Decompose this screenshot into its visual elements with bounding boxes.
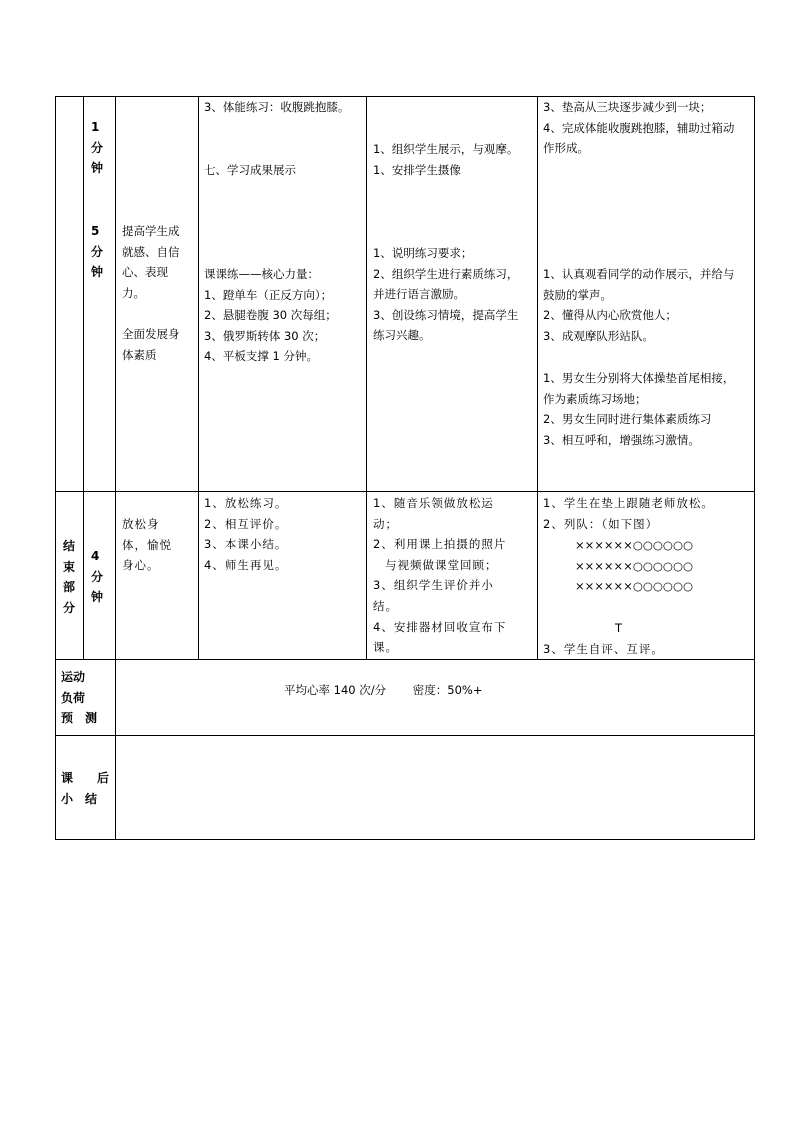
main-student-top: 3、垫高从三块逐步减少到一块； 4、完成体能收腹跳抱膝，辅助过箱动 作形成。 <box>543 100 735 156</box>
main-time-1: 1 分 钟 <box>91 120 104 176</box>
main-goals: 提高学生成 就感、自信 心、表现 力。 全面发展身 体素质 <box>122 224 180 362</box>
end-goals: 放松身 体，愉悦 身心。 <box>122 517 172 573</box>
main-student-watch: 1、认真观看同学的动作展示，并给与 鼓励的掌声。 2、懂得从内心欣赏他人； 3、成观摩队形站队。 <box>543 267 735 343</box>
end-part-label: 结 束 部 分 <box>63 539 76 615</box>
end-teacher: 1、随音乐领做放松运 动； 2、利用课上拍摄的照片 与视频做课堂回顾； 3、组织学生评价并小 结。 4、安排器材回收宣布下 课。 <box>373 496 507 655</box>
end-content: 1、放松练习。 2、相互评价。 3、本课小结。 4、师生再见。 <box>204 496 288 572</box>
table-rule-col2 <box>115 96 116 840</box>
end-student-formation: ××××××○○○○○○ ××××××○○○○○○ ××××××○○○○○○ <box>575 538 694 594</box>
main-time-2: 5 分 钟 <box>91 224 104 280</box>
table-border-bottom <box>55 839 755 840</box>
main-teacher-practice: 1、说明练习要求； 2、组织学生进行素质练习， 并进行语言激励。 3、创设练习情境，提高学生 练习兴趣。 <box>373 246 519 343</box>
load-label: 运动 负荷 预 测 <box>61 670 98 726</box>
table-rule-col4 <box>366 96 367 660</box>
table-rule-col1 <box>83 96 84 660</box>
main-content-item-7: 七、学习成果展示 <box>204 163 296 177</box>
end-student-last: 3、学生自评、互评。 <box>543 642 664 656</box>
formation-teacher-mark: T <box>615 621 623 635</box>
table-rule-col3 <box>198 96 199 660</box>
load-text: 平均心率 140 次/分 密度：50%+ <box>284 683 483 697</box>
end-student-lines: 1、学生在垫上跟随老师放松。 2、列队：（如下图） <box>543 496 714 531</box>
table-border-right <box>754 96 755 840</box>
main-content-item-3: 3、体能练习：收腹跳抱膝。 <box>204 100 350 114</box>
summary-label: 课 后 小 结 <box>61 771 110 806</box>
end-part-time: 4 分 钟 <box>91 549 104 605</box>
main-student-practice: 1、男女生分别将大体操垫首尾相接， 作为素质练习场地； 2、男女生同时进行集体素质练习 3、相互呼和，增强练习激情。 <box>543 371 735 447</box>
table-rule-end-part <box>55 491 755 492</box>
table-border-left <box>55 96 56 840</box>
table-rule-col5 <box>537 96 538 660</box>
main-teacher-show: 1、组织学生展示，与观摩。 1、安排学生摄像 <box>373 142 519 177</box>
table-rule-summary <box>55 735 755 736</box>
main-content-core: 课课练——核心力量： 1、蹬单车（正反方向）； 2、悬腿卷腹 30 次每组； 3、俄罗斯转体 30 次； 4、平板支撑 1 分钟。 <box>204 267 337 364</box>
